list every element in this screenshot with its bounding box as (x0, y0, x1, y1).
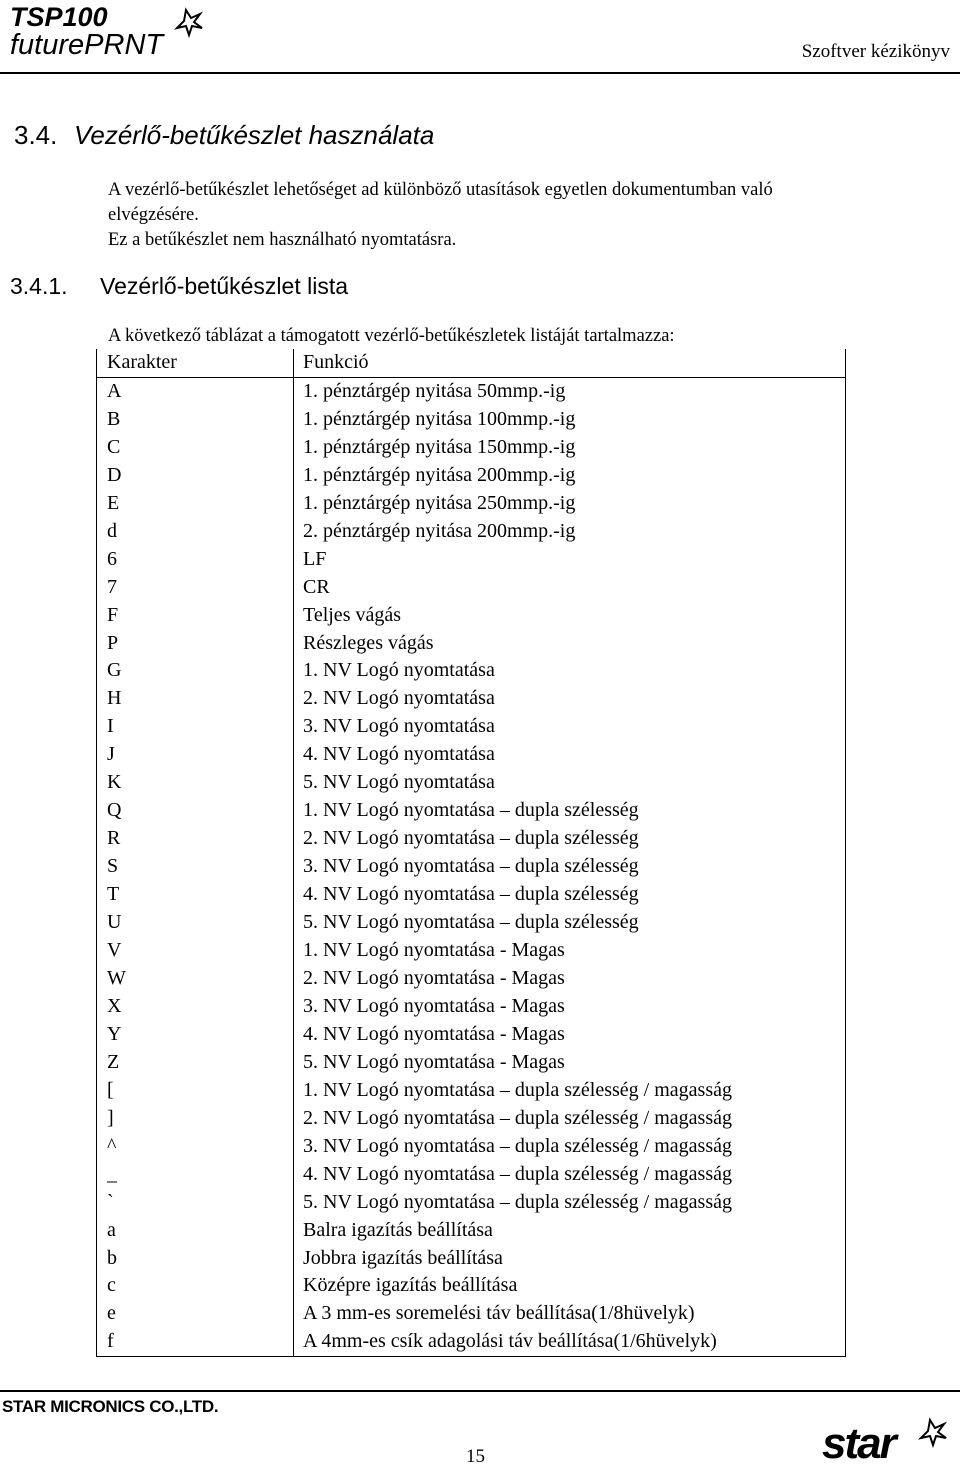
function-cell: LF (294, 546, 846, 574)
character-cell: T (97, 881, 294, 909)
function-cell: 1. NV Logó nyomtatása (294, 657, 846, 685)
function-cell: Teljes vágás (294, 602, 846, 630)
table-row (97, 937, 846, 965)
section-heading (14, 120, 434, 151)
table-row (97, 741, 846, 769)
table-row (97, 1161, 846, 1189)
table-row (97, 1217, 846, 1245)
character-cell: 7 (97, 574, 294, 602)
table-row (97, 1049, 846, 1077)
function-cell: Balra igazítás beállítása (294, 1217, 846, 1245)
logo-line1: TSP100 (10, 2, 108, 32)
function-cell: 1. NV Logó nyomtatása – dupla szélesség (294, 797, 846, 825)
character-cell: D (97, 462, 294, 490)
logo-line2: futurePRNT (10, 29, 164, 60)
section-intro (108, 178, 908, 253)
table-row (97, 377, 846, 405)
function-cell: 5. NV Logó nyomtatása - Magas (294, 1049, 846, 1077)
function-cell: 4. NV Logó nyomtatása - Magas (294, 1021, 846, 1049)
character-cell: a (97, 1217, 294, 1245)
character-cell: c (97, 1272, 294, 1300)
table-row (97, 574, 846, 602)
table-row (97, 881, 846, 909)
table-row (97, 546, 846, 574)
intro-line: elvégzésére. (108, 205, 199, 225)
table-body (97, 377, 846, 1356)
table-row (97, 462, 846, 490)
table-row (97, 1133, 846, 1161)
section-title: Vezérlő-betűkészlet használata (74, 120, 435, 150)
function-cell: 2. NV Logó nyomtatása - Magas (294, 965, 846, 993)
function-cell: 1. pénztárgép nyitása 150mmp.-ig (294, 434, 846, 462)
table-row (97, 797, 846, 825)
function-cell: Középre igazítás beállítása (294, 1272, 846, 1300)
function-cell: 4. NV Logó nyomtatása (294, 741, 846, 769)
footer-company-name: STAR MICRONICS CO.,LTD. (2, 1397, 219, 1416)
function-cell: A 3 mm-es soremelési táv beállítása(1/8hüvelyk) (294, 1300, 846, 1328)
table-row (97, 685, 846, 713)
function-cell: 3. NV Logó nyomtatása – dupla szélesség / magasság (294, 1133, 846, 1161)
character-cell: ] (97, 1105, 294, 1133)
table-intro: A következő táblázat a támogatott vezérlő-betűkészletek listáját tartalmazza: (108, 326, 675, 346)
function-cell: CR (294, 574, 846, 602)
function-cell: 3. NV Logó nyomtatása - Magas (294, 993, 846, 1021)
character-cell: G (97, 657, 294, 685)
character-cell: K (97, 769, 294, 797)
function-cell: 1. NV Logó nyomtatása - Magas (294, 937, 846, 965)
table-row (97, 657, 846, 685)
table-row (97, 713, 846, 741)
footer-divider (0, 1390, 960, 1392)
page-number: 15 (466, 1446, 485, 1467)
star-logo (822, 1414, 950, 1464)
function-cell: Jobbra igazítás beállítása (294, 1245, 846, 1273)
character-cell: S (97, 853, 294, 881)
character-cell: B (97, 406, 294, 434)
character-cell: I (97, 713, 294, 741)
table-row (97, 1021, 846, 1049)
character-cell: X (97, 993, 294, 1021)
table-row (97, 825, 846, 853)
character-cell: d (97, 518, 294, 546)
function-cell: A 4mm-es csík adagolási táv beállítása(1/6hüvelyk) (294, 1328, 846, 1356)
function-cell: 2. pénztárgép nyitása 200mmp.-ig (294, 518, 846, 546)
character-cell: 6 (97, 546, 294, 574)
function-cell: 1. pénztárgép nyitása 250mmp.-ig (294, 490, 846, 518)
table-row (97, 602, 846, 630)
table-row (97, 1245, 846, 1273)
intro-line: A vezérlő-betűkészlet lehetőséget ad különböző utasítások egyetlen dokumentumban való (108, 180, 773, 200)
header-divider (0, 72, 960, 74)
function-cell: 5. NV Logó nyomtatása – dupla szélesség / magasság (294, 1189, 846, 1217)
function-cell: 5. NV Logó nyomtatása (294, 769, 846, 797)
character-cell: Z (97, 1049, 294, 1077)
character-cell: R (97, 825, 294, 853)
function-cell: 2. NV Logó nyomtatása – dupla szélesség / magasság (294, 1105, 846, 1133)
table-row (97, 1077, 846, 1105)
function-cell: 1. pénztárgép nyitása 100mmp.-ig (294, 406, 846, 434)
character-cell: U (97, 909, 294, 937)
character-cell: H (97, 685, 294, 713)
table-row (97, 1328, 846, 1356)
star-logo-mark-icon (921, 1420, 946, 1445)
column-header-character: Karakter (97, 349, 294, 377)
character-cell: C (97, 434, 294, 462)
table-row (97, 965, 846, 993)
table-row (97, 434, 846, 462)
table-row (97, 1105, 846, 1133)
character-cell: Q (97, 797, 294, 825)
character-cell: _ (97, 1161, 294, 1189)
header-document-title: Szoftver kézikönyv (801, 41, 950, 62)
column-header-function: Funkció (294, 349, 846, 377)
character-cell: V (97, 937, 294, 965)
character-cell: P (97, 630, 294, 658)
subsection-number: 3.4.1. (10, 273, 68, 299)
function-cell: 3. NV Logó nyomtatása – dupla szélesség (294, 853, 846, 881)
table-row (97, 1189, 846, 1217)
table-row (97, 909, 846, 937)
table-header-row (97, 349, 846, 377)
character-cell: ^ (97, 1133, 294, 1161)
function-cell: Részleges vágás (294, 630, 846, 658)
subsection-heading (10, 273, 348, 300)
star-logo-text: star (822, 1419, 895, 1464)
intro-line: Ez a betűkészlet nem használható nyomtatásra. (108, 230, 457, 250)
character-cell: b (97, 1245, 294, 1273)
function-cell: 1. pénztárgép nyitása 200mmp.-ig (294, 462, 846, 490)
control-charset-table (96, 349, 846, 1357)
section-number: 3.4. (14, 120, 58, 150)
table-row (97, 630, 846, 658)
character-cell: F (97, 602, 294, 630)
character-cell: e (97, 1300, 294, 1328)
table-row (97, 993, 846, 1021)
function-cell: 4. NV Logó nyomtatása – dupla szélesség (294, 881, 846, 909)
function-cell: 3. NV Logó nyomtatása (294, 713, 846, 741)
logo-star-icon (177, 10, 202, 35)
function-cell: 4. NV Logó nyomtatása – dupla szélesség / magasság (294, 1161, 846, 1189)
table-row (97, 769, 846, 797)
table-row (97, 406, 846, 434)
character-cell: f (97, 1328, 294, 1356)
character-cell: W (97, 965, 294, 993)
character-cell: Y (97, 1021, 294, 1049)
table-row (97, 490, 846, 518)
table-row (97, 1272, 846, 1300)
function-cell: 1. NV Logó nyomtatása – dupla szélesség / magasság (294, 1077, 846, 1105)
character-cell: J (97, 741, 294, 769)
tsp100-futureprnt-logo (8, 2, 243, 60)
character-cell: E (97, 490, 294, 518)
function-cell: 2. NV Logó nyomtatása (294, 685, 846, 713)
function-cell: 5. NV Logó nyomtatása – dupla szélesség (294, 909, 846, 937)
table-row (97, 1300, 846, 1328)
character-cell: [ (97, 1077, 294, 1105)
function-cell: 2. NV Logó nyomtatása – dupla szélesség (294, 825, 846, 853)
subsection-title: Vezérlő-betűkészlet lista (100, 273, 349, 299)
table-row (97, 518, 846, 546)
character-cell: ` (97, 1189, 294, 1217)
function-cell: 1. pénztárgép nyitása 50mmp.-ig (294, 377, 846, 405)
table-row (97, 853, 846, 881)
character-cell: A (97, 377, 294, 405)
